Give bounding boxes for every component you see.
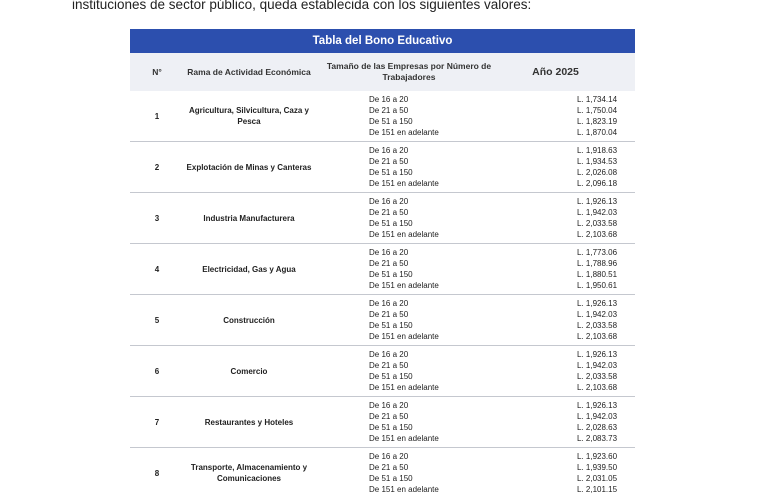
row-number: 7	[154, 417, 160, 427]
size-label: De 16 a 20	[369, 94, 409, 104]
value-cell: L. 1,880.51	[577, 270, 618, 279]
size-label: De 151 en adelante	[369, 485, 439, 495]
size-label: De 51 a 150	[369, 219, 413, 228]
size-label: De 16 a 20	[369, 196, 409, 206]
table-row	[130, 91, 635, 141]
size-label: De 51 a 150	[369, 270, 413, 279]
value-cell: L. 1,918.63	[577, 145, 618, 155]
row-rama: Restaurantes y Hoteles	[204, 417, 294, 427]
value-cell: L. 2,028.63	[577, 423, 618, 432]
row-values	[559, 247, 635, 292]
row-number: 4	[154, 264, 160, 274]
value-cell: L. 1,926.13	[577, 349, 618, 359]
value-cell: L. 2,101.15	[577, 485, 618, 495]
value-cell: L. 1,773.06	[577, 247, 618, 257]
value-cell: L. 1,950.61	[577, 281, 618, 291]
value-cell: L. 2,033.58	[577, 219, 618, 228]
header-rama: Rama de Actividad Económica	[187, 66, 311, 77]
header-number: N°	[152, 67, 162, 77]
value-cell: L. 2,033.58	[577, 372, 618, 381]
row-rama: Agricultura, Silvicultura, Caza y Pesca	[188, 106, 310, 126]
bono-educativo-table	[130, 29, 635, 498]
row-sizes	[314, 196, 559, 241]
value-cell: L. 2,103.68	[577, 383, 618, 393]
value-cell: L. 2,083.73	[577, 434, 618, 444]
value-cell: L. 1,923.60	[577, 451, 618, 461]
size-label: De 151 en adelante	[369, 332, 439, 342]
size-label: De 16 a 20	[369, 247, 409, 257]
size-label: De 151 en adelante	[369, 179, 439, 189]
row-sizes	[314, 247, 559, 292]
row-sizes	[314, 94, 559, 139]
table-row	[130, 294, 635, 345]
value-cell: L. 2,096.18	[577, 179, 618, 189]
size-label: De 151 en adelante	[369, 128, 439, 138]
value-cell: L. 2,033.58	[577, 321, 618, 330]
intro-paragraph: instituciones de sector público, queda establecida con los siguientes valores:	[72, 0, 532, 12]
row-sizes	[314, 400, 559, 445]
row-number: 6	[154, 366, 160, 376]
size-label: De 51 a 150	[369, 321, 413, 330]
value-cell: L. 1,934.53	[577, 156, 618, 166]
table-row	[130, 447, 635, 498]
value-cell: L. 1,942.03	[577, 207, 618, 217]
row-number: 1	[154, 111, 160, 121]
size-label: De 21 a 50	[369, 462, 409, 472]
size-label: De 51 a 150	[369, 423, 413, 432]
value-cell: L. 1,926.13	[577, 298, 618, 308]
size-label: De 21 a 50	[369, 411, 409, 421]
row-values	[559, 349, 635, 394]
size-label: De 16 a 20	[369, 145, 409, 155]
row-sizes	[314, 349, 559, 394]
value-cell: L. 1,942.03	[577, 309, 618, 319]
size-label: De 21 a 50	[369, 105, 409, 115]
row-rama: Explotación de Minas y Canteras	[186, 162, 312, 172]
value-cell: L. 1,926.13	[577, 196, 618, 206]
table-row	[130, 243, 635, 294]
table-title: Tabla del Bono Educativo	[130, 29, 635, 53]
row-values	[559, 94, 635, 139]
value-cell: L. 1,734.14	[577, 94, 618, 104]
row-number: 3	[154, 213, 160, 223]
row-number: 8	[154, 468, 160, 478]
row-values	[559, 400, 635, 445]
table-row	[130, 192, 635, 243]
size-label: De 16 a 20	[369, 451, 409, 461]
size-label: De 16 a 20	[369, 349, 409, 359]
row-rama: Comercio	[230, 366, 268, 376]
size-label: De 21 a 50	[369, 156, 409, 166]
row-rama: Electricidad, Gas y Agua	[202, 264, 296, 274]
header-tamano: Tamaño de las Empresas por Número de Trabajadores	[326, 61, 492, 82]
row-values	[559, 196, 635, 241]
row-sizes	[314, 451, 559, 496]
value-cell: L. 1,750.04	[577, 105, 618, 115]
size-label: De 151 en adelante	[369, 230, 439, 240]
value-cell: L. 1,788.96	[577, 258, 618, 268]
size-label: De 21 a 50	[369, 258, 409, 268]
size-label: De 151 en adelante	[369, 434, 439, 444]
row-values	[559, 145, 635, 190]
row-sizes	[314, 145, 559, 190]
size-label: De 21 a 50	[369, 360, 409, 370]
size-label: De 151 en adelante	[369, 383, 439, 393]
table-body	[130, 91, 635, 498]
size-label: De 16 a 20	[369, 298, 409, 308]
value-cell: L. 2,103.68	[577, 230, 618, 240]
row-values	[559, 298, 635, 343]
value-cell: L. 2,026.08	[577, 168, 618, 177]
value-cell: L. 2,031.05	[577, 474, 618, 483]
row-rama: Transporte, Almacenamiento y Comunicaciones	[190, 463, 308, 483]
size-label: De 21 a 50	[369, 309, 409, 319]
row-number: 5	[154, 315, 160, 325]
value-cell: L. 1,823.19	[577, 117, 618, 126]
size-label: De 51 a 150	[369, 474, 413, 483]
row-sizes	[314, 298, 559, 343]
table-row	[130, 396, 635, 447]
size-label: De 51 a 150	[369, 117, 413, 126]
table-row	[130, 345, 635, 396]
size-label: De 151 en adelante	[369, 281, 439, 291]
row-number: 2	[154, 162, 160, 172]
value-cell: L. 2,103.68	[577, 332, 618, 342]
row-values	[559, 451, 635, 496]
table-header	[130, 53, 635, 91]
value-cell: L. 1,870.04	[577, 128, 618, 138]
row-rama: Construcción	[223, 315, 275, 325]
value-cell: L. 1,942.03	[577, 411, 618, 421]
table-row	[130, 141, 635, 192]
value-cell: L. 1,939.50	[577, 462, 618, 472]
size-label: De 51 a 150	[369, 168, 413, 177]
value-cell: L. 1,942.03	[577, 360, 618, 370]
header-anio: Año 2025	[532, 66, 579, 78]
row-rama: Industria Manufacturera	[203, 213, 295, 223]
size-label: De 51 a 150	[369, 372, 413, 381]
size-label: De 21 a 50	[369, 207, 409, 217]
value-cell: L. 1,926.13	[577, 400, 618, 410]
size-label: De 16 a 20	[369, 400, 409, 410]
